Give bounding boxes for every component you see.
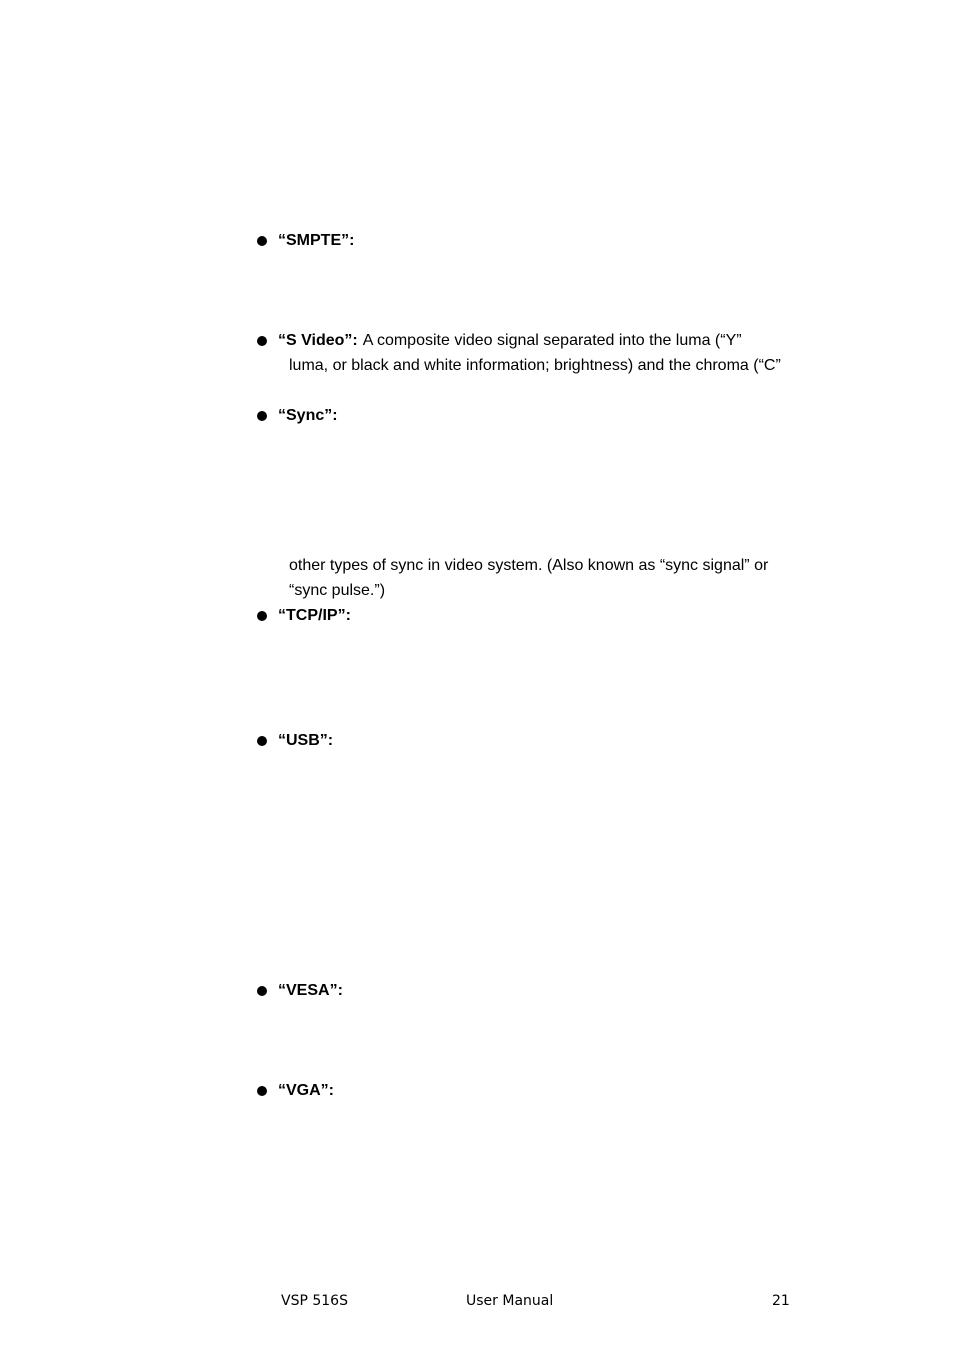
glossary-term: “S Video”: [278,332,358,349]
bullet-icon [257,411,267,421]
bullet-icon [257,336,267,346]
glossary-term: “USB”: [278,732,334,749]
bullet-icon [257,986,267,996]
footer-product: VSP 516S [281,1293,348,1309]
bullet-icon [257,736,267,746]
bullet-icon [257,1086,267,1096]
glossary-term: “SMPTE”: [278,232,355,249]
glossary-entry-sync [257,406,338,426]
glossary-entry-usb [257,731,333,751]
glossary-term: “TCP/IP”: [278,607,351,624]
footer-page-number: 21 [772,1293,790,1309]
glossary-term: “Sync”: [278,407,338,424]
glossary-entry-vga [257,1081,334,1101]
bullet-icon [257,611,267,621]
glossary-entry-smpte [257,231,354,251]
glossary-entry-vesa [257,981,343,1001]
glossary-definition: A composite video signal separated into the luma (“Y” [362,332,742,349]
glossary-definition-line: luma, or black and white information; brightness) and the chroma (“C” [289,357,781,374]
glossary-definition-line: “sync pulse.”) [289,582,386,599]
glossary-entry-tcp-ip [257,606,351,626]
glossary-definition-line: other types of sync in video system. (Also known as “sync signal” or [289,557,769,574]
glossary-term: “VGA”: [278,1082,334,1099]
footer-doc-title: User Manual [466,1293,554,1309]
glossary-entry-s-video [257,331,742,351]
bullet-icon [257,236,267,246]
glossary-term: “VESA”: [278,982,343,999]
